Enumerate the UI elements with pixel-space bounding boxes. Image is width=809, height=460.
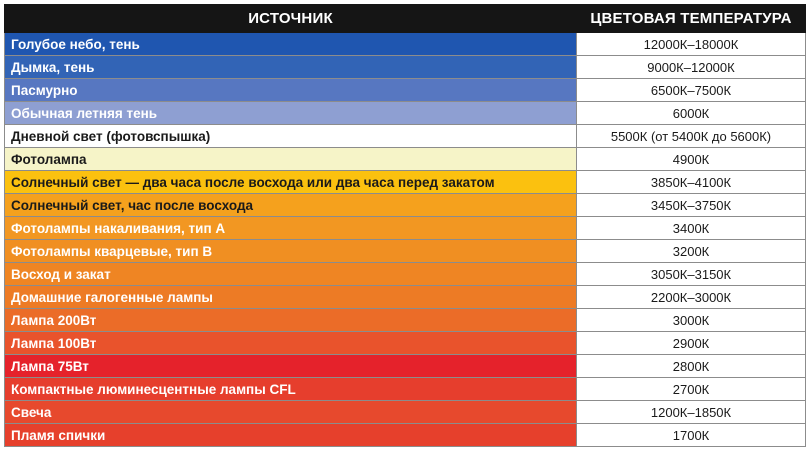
- temperature-cell: 9000К–12000К: [577, 56, 806, 79]
- source-cell: Фотолампы кварцевые, тип В: [5, 240, 577, 263]
- source-cell: Лампа 200Вт: [5, 309, 577, 332]
- source-cell: Лампа 75Вт: [5, 355, 577, 378]
- source-cell: Свеча: [5, 401, 577, 424]
- table-row: [5, 286, 806, 309]
- table-row: [5, 56, 806, 79]
- source-cell: Восход и закат: [5, 263, 577, 286]
- temperature-cell: 1700К: [577, 424, 806, 447]
- source-cell: Обычная летняя тень: [5, 102, 577, 125]
- table-row: [5, 194, 806, 217]
- temperature-cell: 3200К: [577, 240, 806, 263]
- source-cell: Солнечный свет, час после восхода: [5, 194, 577, 217]
- source-cell: Пламя спички: [5, 424, 577, 447]
- temperature-cell: 5500К (от 5400К до 5600К): [577, 125, 806, 148]
- table-row: [5, 102, 806, 125]
- table-body: [5, 33, 806, 447]
- table-row: [5, 332, 806, 355]
- table-row: [5, 148, 806, 171]
- temperature-cell: 3850К–4100К: [577, 171, 806, 194]
- table-header-row: [5, 5, 806, 33]
- temperature-cell: 2800К: [577, 355, 806, 378]
- table-row: [5, 217, 806, 240]
- header-temperature: ЦВЕТОВАЯ ТЕМПЕРАТУРА: [577, 5, 806, 33]
- color-temperature-table: [4, 4, 806, 447]
- temperature-cell: 6500К–7500К: [577, 79, 806, 102]
- table-row: [5, 355, 806, 378]
- table-row: [5, 424, 806, 447]
- source-cell: Лампа 100Вт: [5, 332, 577, 355]
- temperature-cell: 2700К: [577, 378, 806, 401]
- temperature-cell: 1200К–1850К: [577, 401, 806, 424]
- source-cell: Компактные люминесцентные лампы CFL: [5, 378, 577, 401]
- source-cell: Солнечный свет — два часа после восхода или два часа перед закатом: [5, 171, 577, 194]
- table-row: [5, 125, 806, 148]
- source-cell: Пасмурно: [5, 79, 577, 102]
- table-row: [5, 309, 806, 332]
- table-row: [5, 171, 806, 194]
- source-cell: Домашние галогенные лампы: [5, 286, 577, 309]
- temperature-cell: 6000К: [577, 102, 806, 125]
- header-source: ИСТОЧНИК: [5, 5, 577, 33]
- temperature-cell: 2900К: [577, 332, 806, 355]
- table-row: [5, 378, 806, 401]
- temperature-cell: 3400К: [577, 217, 806, 240]
- table-row: [5, 263, 806, 286]
- temperature-cell: 2200К–3000К: [577, 286, 806, 309]
- color-temperature-table-container: [4, 4, 805, 447]
- table-row: [5, 79, 806, 102]
- source-cell: Дымка, тень: [5, 56, 577, 79]
- table-row: [5, 240, 806, 263]
- temperature-cell: 4900К: [577, 148, 806, 171]
- temperature-cell: 3050К–3150К: [577, 263, 806, 286]
- temperature-cell: 3000К: [577, 309, 806, 332]
- table-row: [5, 33, 806, 56]
- temperature-cell: 3450К–3750К: [577, 194, 806, 217]
- source-cell: Голубое небо, тень: [5, 33, 577, 56]
- source-cell: Дневной свет (фотовспышка): [5, 125, 577, 148]
- source-cell: Фотолампа: [5, 148, 577, 171]
- table-row: [5, 401, 806, 424]
- temperature-cell: 12000К–18000К: [577, 33, 806, 56]
- source-cell: Фотолампы накаливания, тип А: [5, 217, 577, 240]
